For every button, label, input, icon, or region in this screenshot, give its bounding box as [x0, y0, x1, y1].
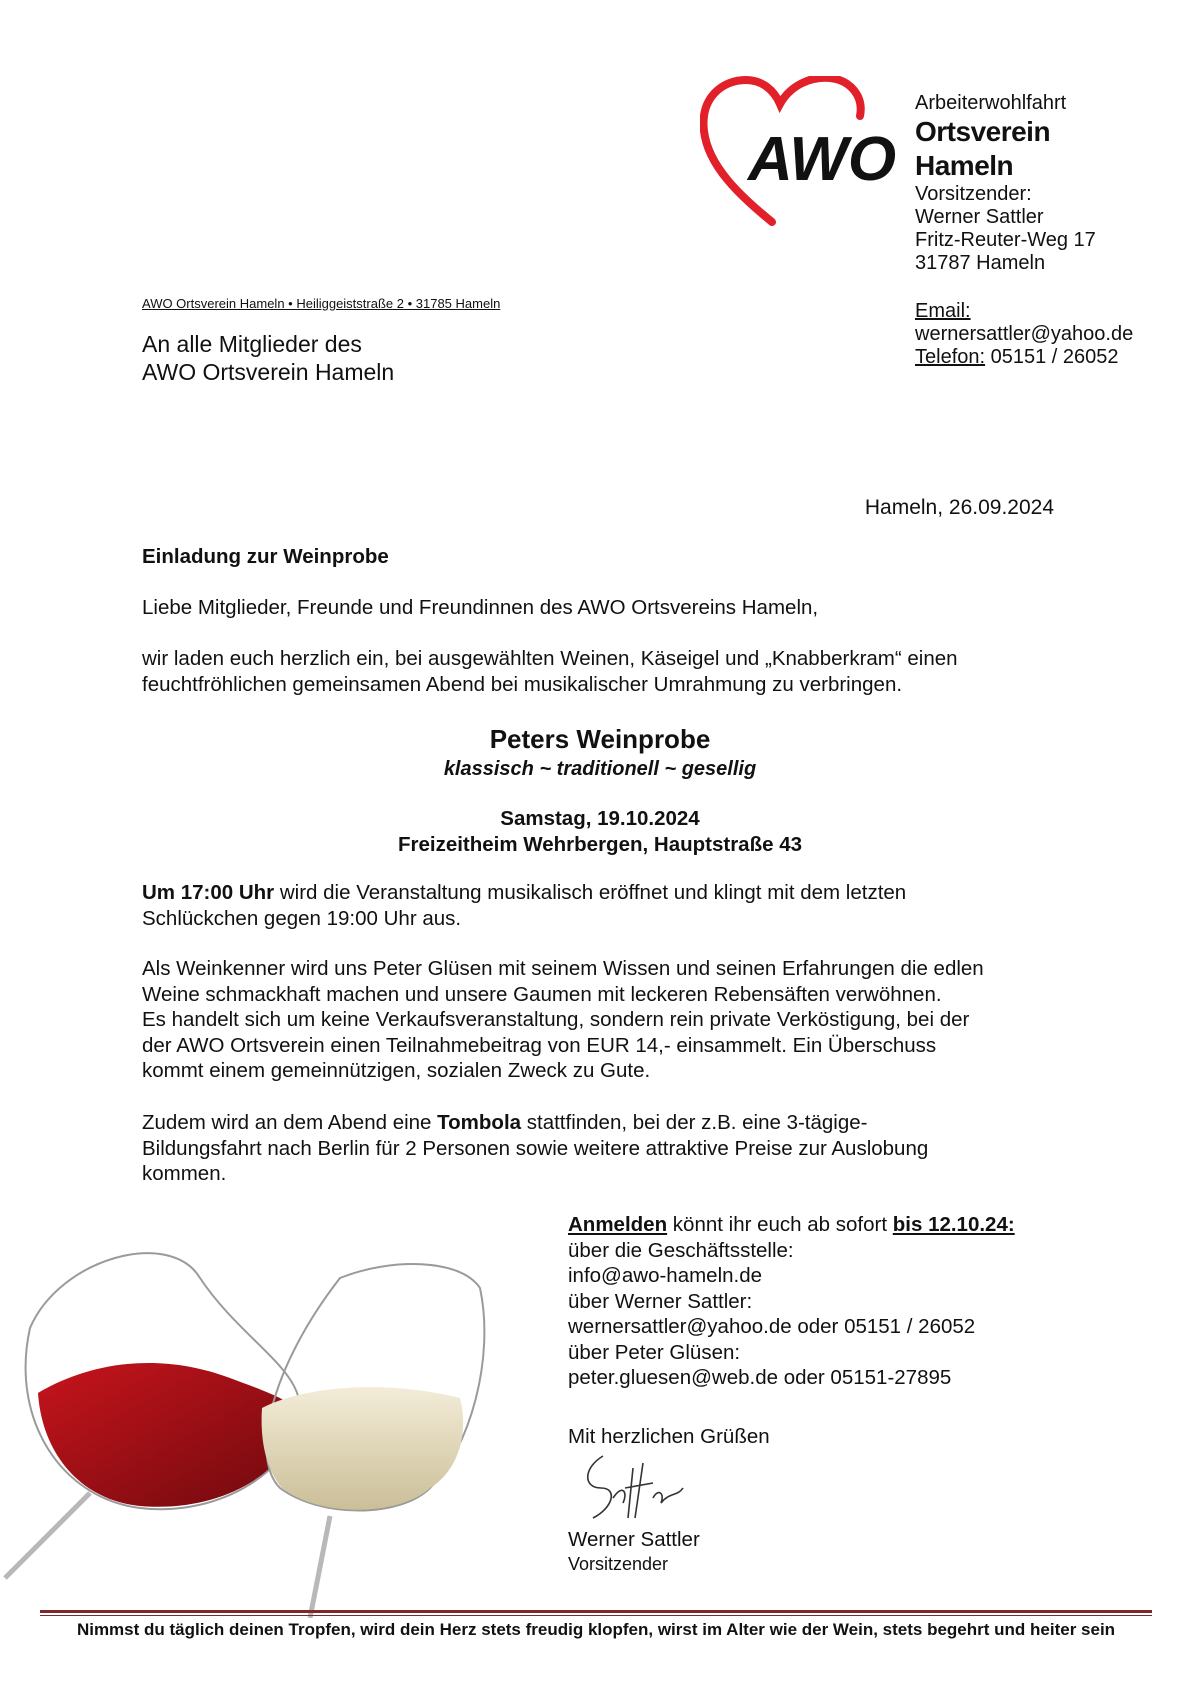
phone-number: 05151 / 26052: [990, 346, 1119, 368]
reg-mid: könnt ihr euch ab sofort: [667, 1213, 893, 1236]
reg-line3: über Werner Sattler:: [568, 1289, 753, 1313]
body-line2: Weine schmackhaft machen und unsere Gaumen mit leckeren Rebensäften verwöhnen.: [142, 982, 942, 1006]
email-label: Email:: [915, 300, 971, 322]
red-glass-stem: [5, 1493, 90, 1578]
footer-divider-thin: [40, 1615, 1152, 1616]
reg-line5: über Peter Glüsen:: [568, 1340, 741, 1364]
start-time: Um 17:00 Uhr: [142, 881, 275, 904]
body-line4: der AWO Ortsverein einen Teilnahmebeitrag von EUR 14,- einsammelt. Ein Überschuss: [142, 1033, 937, 1057]
letter-date: Hameln, 26.09.2024: [864, 496, 1054, 519]
tombola-pre: Zudem wird an dem Abend eine: [142, 1111, 438, 1134]
wine-glasses-image: [0, 1218, 520, 1618]
reg-line1: über die Geschäftsstelle:: [568, 1238, 794, 1262]
awo-logo-text: AWO: [748, 125, 897, 194]
phone-row: [915, 346, 1133, 369]
tombola-line1: [142, 1110, 1072, 1136]
signer-role: Vorsitzender: [568, 1554, 669, 1574]
time-line2: Schlückchen gegen 19:00 Uhr aus.: [142, 906, 462, 930]
white-glass-stem: [310, 1516, 330, 1618]
registration-block: [568, 1212, 1015, 1391]
time-line1-rest: wird die Veranstaltung musikalisch eröffnet und klingt mit dem letzten: [274, 881, 907, 904]
reg-bold1: Anmelden: [568, 1213, 668, 1236]
recipient-line2: AWO Ortsverein Hameln: [142, 359, 395, 385]
chair-name: Werner Sattler: [915, 206, 1044, 228]
contact-info: [915, 300, 1133, 369]
reg-bold2: bis 12.10.24:: [892, 1213, 1015, 1236]
footer-divider: [40, 1610, 1152, 1613]
chair-label: Vorsitzender:: [915, 183, 1032, 205]
salutation: Liebe Mitglieder, Freunde und Freundinnen des AWO Ortsvereins Hameln,: [142, 596, 819, 619]
signer-name: Werner Sattler: [568, 1528, 700, 1551]
intro-paragraph: [142, 646, 1072, 697]
org-line2: Ortsverein: [915, 116, 1051, 147]
phone-label: Telefon:: [915, 346, 986, 368]
org-line1: Arbeiterwohlfahrt: [915, 92, 1067, 114]
intro-line2: feuchtfröhlichen gemeinsamen Abend bei musikalischer Umrahmung zu verbringen.: [142, 672, 903, 696]
awo-logo: [700, 76, 900, 226]
recipient-address: [142, 330, 394, 386]
email-link[interactable]: wernersattler@yahoo.de: [915, 323, 1134, 345]
body-line1: Als Weinkenner wird uns Peter Glüsen mit seinem Wissen und seinen Erfahrungen die edlen: [142, 957, 984, 980]
org-line3: Hameln: [915, 150, 1014, 181]
intro-line1: wir laden euch herzlich ein, bei ausgewählten Weinen, Käseigel und „Knabberkram“ einen: [142, 647, 958, 670]
event-date: Samstag, 19.10.2024: [500, 807, 700, 830]
tombola-line3: kommen.: [142, 1162, 227, 1185]
white-wine: [262, 1387, 464, 1510]
event-details: [142, 806, 1058, 858]
time-paragraph: [142, 880, 1072, 931]
org-street: Fritz-Reuter-Weg 17: [915, 229, 1096, 251]
tombola-line2: Bildungsfahrt nach Berlin für 2 Personen sowie weitere attraktive Preise zur Auslobung: [142, 1136, 929, 1160]
time-line1: [142, 880, 1072, 906]
reg-line2-email[interactable]: info@awo-hameln.de: [568, 1264, 763, 1287]
closing-greeting: Mit herzlichen Grüßen: [568, 1425, 770, 1448]
body-line3: Es handelt sich um keine Verkaufsveranstaltung, sondern rein private Verköstigung, bei der: [142, 1008, 970, 1031]
letter-subject: Einladung zur Weinprobe: [142, 545, 389, 568]
red-wine: [38, 1363, 298, 1507]
registration-heading: [568, 1212, 1015, 1238]
event-location: Freizeitheim Wehrbergen, Hauptstraße 43: [397, 833, 803, 856]
reg-line4[interactable]: wernersattler@yahoo.de oder 05151 / 26052: [568, 1315, 976, 1338]
tombola-bold: Tombola: [437, 1111, 522, 1134]
event-subtitle: klassisch ~ traditionell ~ gesellig: [443, 758, 757, 780]
signature: [573, 1448, 723, 1528]
event-title: Peters Weinprobe: [489, 724, 711, 754]
org-info: [915, 92, 1096, 275]
body-paragraph: [142, 956, 1072, 1084]
tombola-post: stattfinden, bei der z.B. eine 3-tägige-: [521, 1111, 868, 1134]
tombola-paragraph: [142, 1110, 1072, 1187]
org-city: 31787 Hameln: [915, 252, 1046, 274]
signer-block: [568, 1528, 700, 1576]
reg-line6[interactable]: peter.gluesen@web.de oder 05151-27895: [568, 1366, 952, 1389]
sender-address-line: AWO Ortsverein Hameln • Heiliggeiststraße 2 • 31785 Hameln: [142, 296, 501, 311]
recipient-line1: An alle Mitglieder des: [142, 331, 362, 357]
body-line5: kommt einem gemeinnützigen, sozialen Zweck zu Gute.: [142, 1059, 651, 1082]
footer-motto: Nimmst du täglich deinen Tropfen, wird dein Herz stets freudig klopfen, wirst im Alter wie der Wein, stets begehrt und heiter sein: [76, 1620, 1116, 1639]
